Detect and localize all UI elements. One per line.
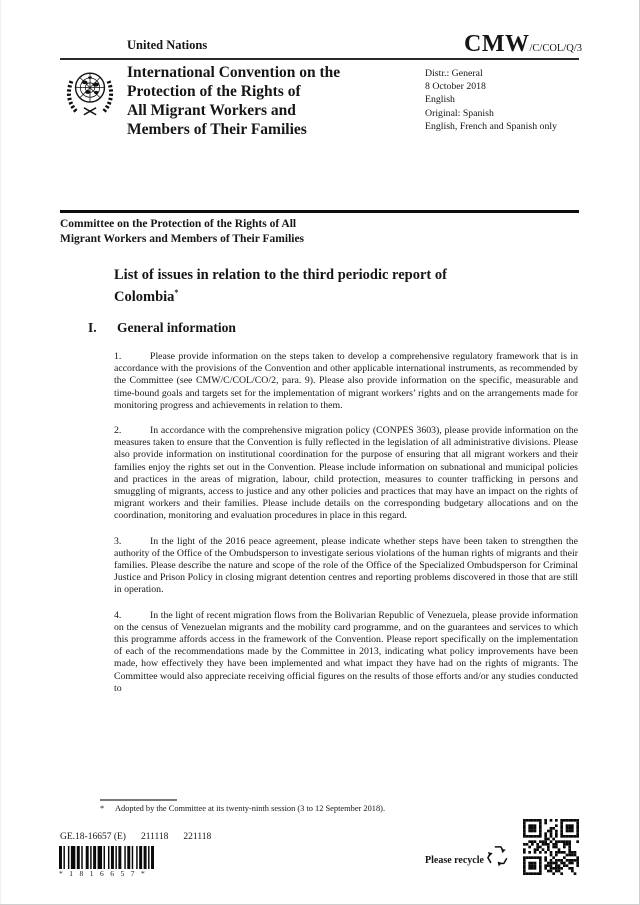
barcode-text: *1816657* bbox=[59, 869, 152, 878]
footnote-marker: * bbox=[100, 804, 105, 813]
distribution-info bbox=[425, 67, 557, 133]
qr-code bbox=[523, 819, 579, 875]
document-symbol-main: CMW bbox=[464, 31, 530, 57]
ge-reference bbox=[60, 832, 211, 842]
ge-date-2: 221118 bbox=[183, 832, 212, 842]
ge-number: GE.18-16657 (E) bbox=[60, 832, 126, 842]
convention-title-line: All Migrant Workers and bbox=[127, 102, 296, 119]
paragraph-2 bbox=[114, 425, 578, 523]
section-heading: General information bbox=[117, 320, 236, 335]
please-recycle-label: Please recycle bbox=[425, 855, 484, 866]
document-symbol-suffix: /C/COL/Q/3 bbox=[529, 43, 582, 54]
committee-name-line: Committee on the Protection of the Rights of All bbox=[60, 218, 297, 230]
un-emblem-icon bbox=[62, 65, 118, 119]
paragraph-text: Please provide information on the steps taken to develop a comprehensive regulatory framework that is in accordance with the provisions of the Convention and other applicable international instruments, as recommended by the Committee (see CMW/C/COL/CO/2, para. 9). Please also provide information on the specific, measurable and time-bound goals and targets set for the implementation of migrant workers’ rights and on the arrangements made for monitoring progress and achievements in relation to them. bbox=[114, 351, 578, 411]
paragraph-4 bbox=[114, 610, 578, 695]
committee-name bbox=[60, 217, 304, 246]
paragraph-number: 1. bbox=[114, 351, 122, 362]
footnote-rule bbox=[100, 799, 177, 801]
page-title bbox=[114, 266, 514, 306]
footnote-reference: * bbox=[174, 288, 179, 297]
convention-title-line: Members of Their Families bbox=[127, 121, 307, 138]
convention-title-line: Protection of the Rights of bbox=[127, 83, 301, 100]
distr-line: English, French and Spanish only bbox=[425, 120, 557, 132]
footnote-text: Adopted by the Committee at its twenty-ninth session (3 to 12 September 2018). bbox=[115, 804, 386, 813]
section-rule bbox=[60, 210, 579, 213]
paragraph-number: 4. bbox=[114, 609, 122, 621]
footnote bbox=[100, 804, 540, 813]
section-numeral: I. bbox=[88, 320, 97, 335]
distr-line: English bbox=[425, 94, 455, 106]
page-title-line: List of issues in relation to the third periodic report of bbox=[114, 267, 447, 283]
recycle-icon bbox=[484, 844, 511, 868]
committee-name-line: Migrant Workers and Members of Their Families bbox=[60, 232, 305, 245]
page-title-line: Colombia* bbox=[114, 288, 179, 305]
distr-line: 8 October 2018 bbox=[425, 81, 486, 93]
distr-line: Distr.: General bbox=[425, 68, 483, 79]
paragraph-3 bbox=[114, 536, 578, 597]
convention-title-line: International Convention on the bbox=[127, 64, 341, 81]
paragraph-1 bbox=[114, 351, 578, 412]
barcode bbox=[59, 846, 154, 869]
ge-date-1: 211118 bbox=[140, 832, 169, 842]
paragraph-text: In accordance with the comprehensive migration policy (CONPES 3603), please provide information on the measures taken to ensure that the Convention is fully reflected in the legislation of all administrative divisions. Please also provide information on institutional coordination for the purpose of ensuring that all migrant workers and their families enjoy the rights set out in the Convention. Please include information on subnational and municipal policies and practices in the areas of migration, labour, child protection, measures to counter trafficking in persons and smuggling of migrants, access to justice and any other policies and practices that may have an impact on the rights of migrant workers and their families. Please include details on the corresponding budgetary allocations and on the coordination, monitoring and evaluation procedures in place in this regard. bbox=[114, 425, 578, 522]
paragraph-number: 2. bbox=[114, 425, 122, 437]
document-symbol bbox=[464, 31, 582, 58]
header-rule bbox=[60, 58, 579, 60]
convention-title bbox=[127, 63, 397, 139]
paragraph-number: 3. bbox=[114, 535, 122, 547]
paragraph-text: In the light of the 2016 peace agreement, please indicate whether steps have been taken to strengthen the authority of the Office of the Ombudsperson to investigate serious violations of the human rights of migrants and their families. Please describe the nature and scope of the role of the Office of the Specialized Ombudsperson for Criminal Justice and Prison Policy in closing migrant detention centres and reporting problems discovered in those that are still in operation. bbox=[114, 535, 578, 596]
paragraph-text: In the light of recent migration flows from the Bolivarian Republic of Venezuela, please provide information on the census of Venezuelan migrants and the mobility card programme, and on the guarantees and services to which this programme affords access in the framework of the Convention. Please report specifically on the implementation of each of the recommendations made by the Committee in 2013, indicating what policy improvements have been made, how effectively they have been implemented and what impact they have had on the rights of migrants. The Committee would also appreciate receiving official figures on the results of those efforts and/or any studies conducted to bbox=[114, 609, 578, 694]
body-text bbox=[114, 351, 578, 708]
distr-line: Original: Spanish bbox=[425, 107, 494, 119]
united-nations-label: United Nations bbox=[127, 38, 208, 52]
